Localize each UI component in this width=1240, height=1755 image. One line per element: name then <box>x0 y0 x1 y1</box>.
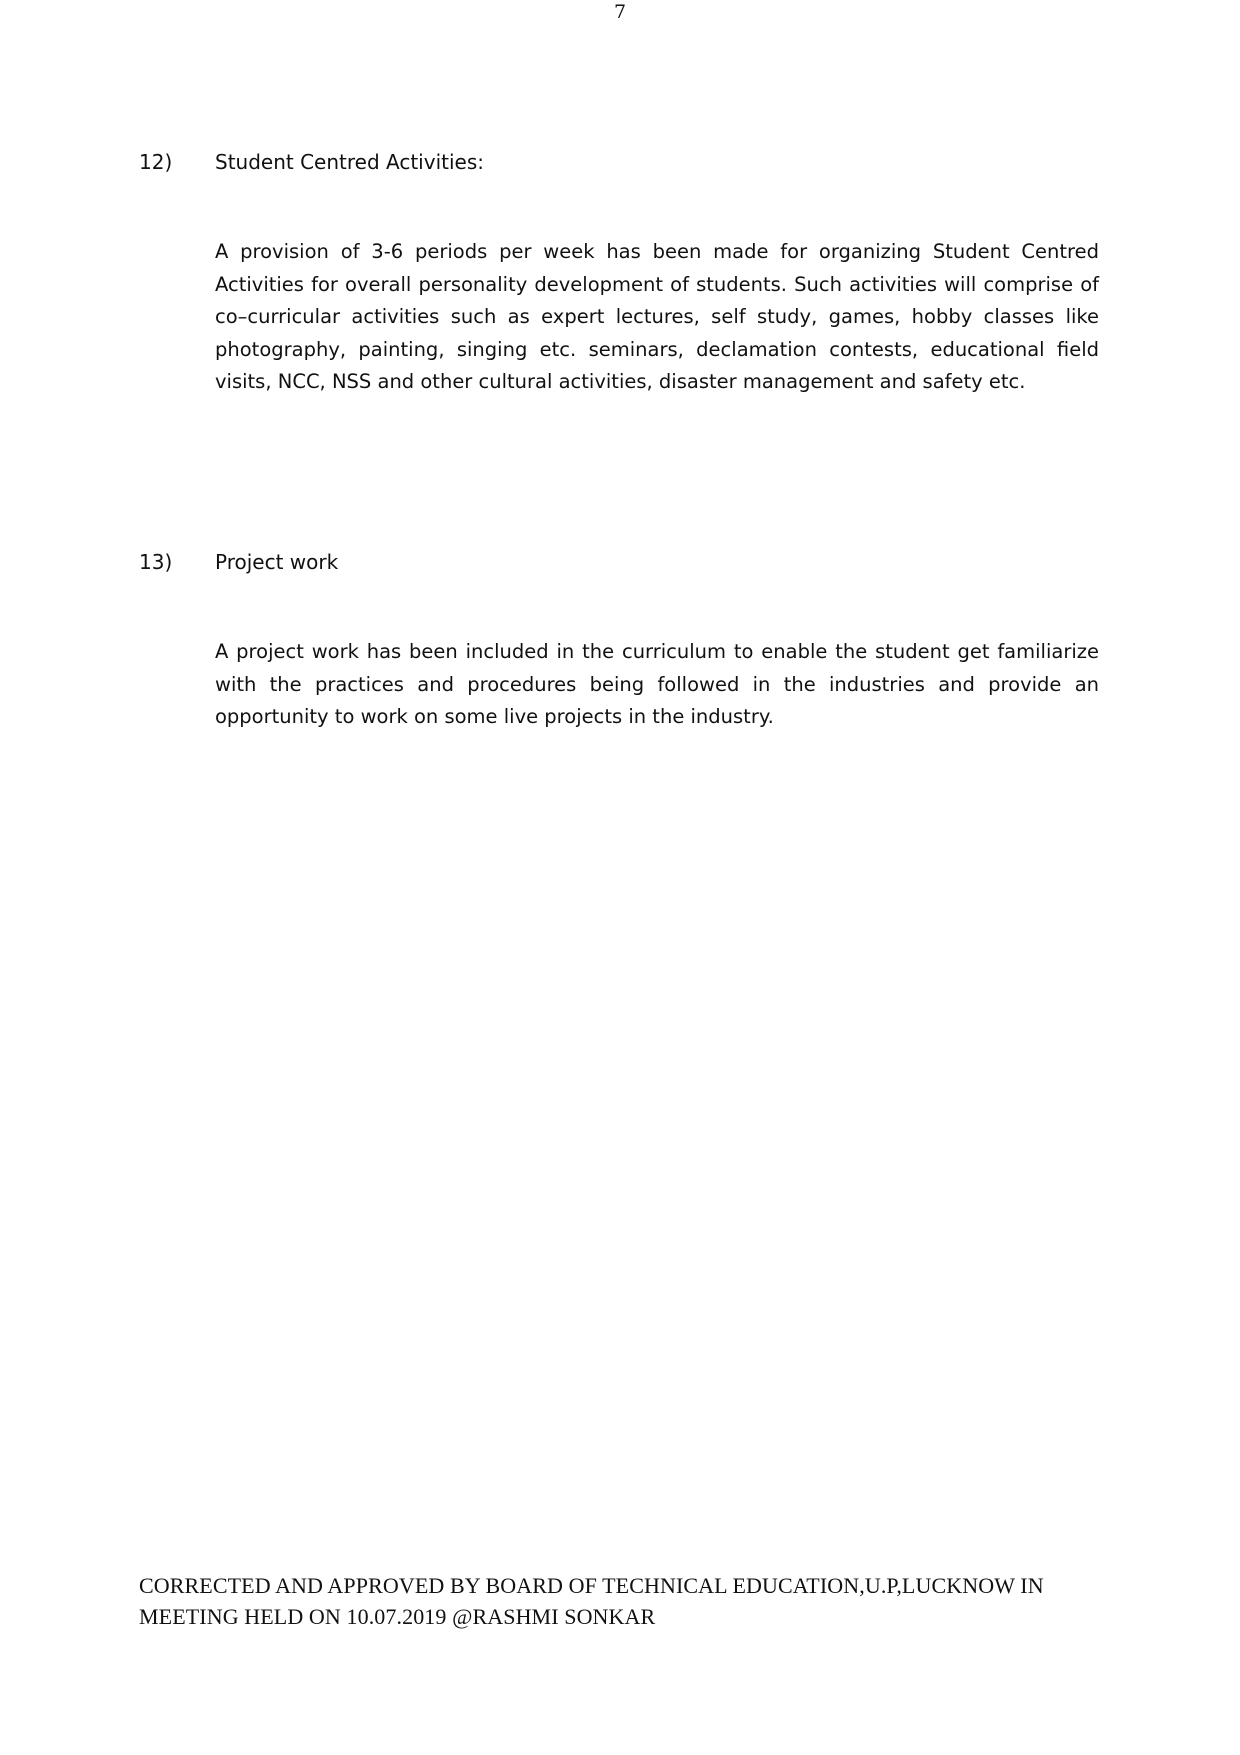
section-title: Student Centred Activities: <box>215 150 484 174</box>
section-number: 12) <box>139 150 173 174</box>
footer-line-2: MEETING HELD ON 10.07.2019 @RASHMI SONKAR <box>139 1604 656 1629</box>
approval-footer <box>139 1570 1099 1632</box>
section-paragraph: A provision of 3-6 periods per week has been made for organizing Student Centred Activities for overall personality development of students. Such activities will comprise of co–curricular activities such as expert lectures, self study, games, hobby classes like photography, painting, singing etc. seminars, declamation contests, educational field visits, NCC, NSS and other cultural activities, disaster management and safety etc. <box>215 240 1099 393</box>
section-heading <box>139 146 1099 178</box>
page-number: 7 <box>613 1 627 23</box>
section-title: Project work <box>215 550 339 574</box>
footer-line-1: CORRECTED AND APPROVED BY BOARD OF TECHNICAL EDUCATION,U.P,LUCKNOW IN <box>139 1573 1044 1598</box>
section-student-centred-activities <box>139 146 1099 399</box>
section-project-work <box>139 546 1099 734</box>
section-paragraph: A project work has been included in the curriculum to enable the student get familiarize with the practices and procedures being followed in the industries and provide an opportunity to work on some live projects in the industry. <box>215 640 1099 728</box>
section-number: 13) <box>139 550 173 574</box>
section-heading <box>139 546 1099 578</box>
